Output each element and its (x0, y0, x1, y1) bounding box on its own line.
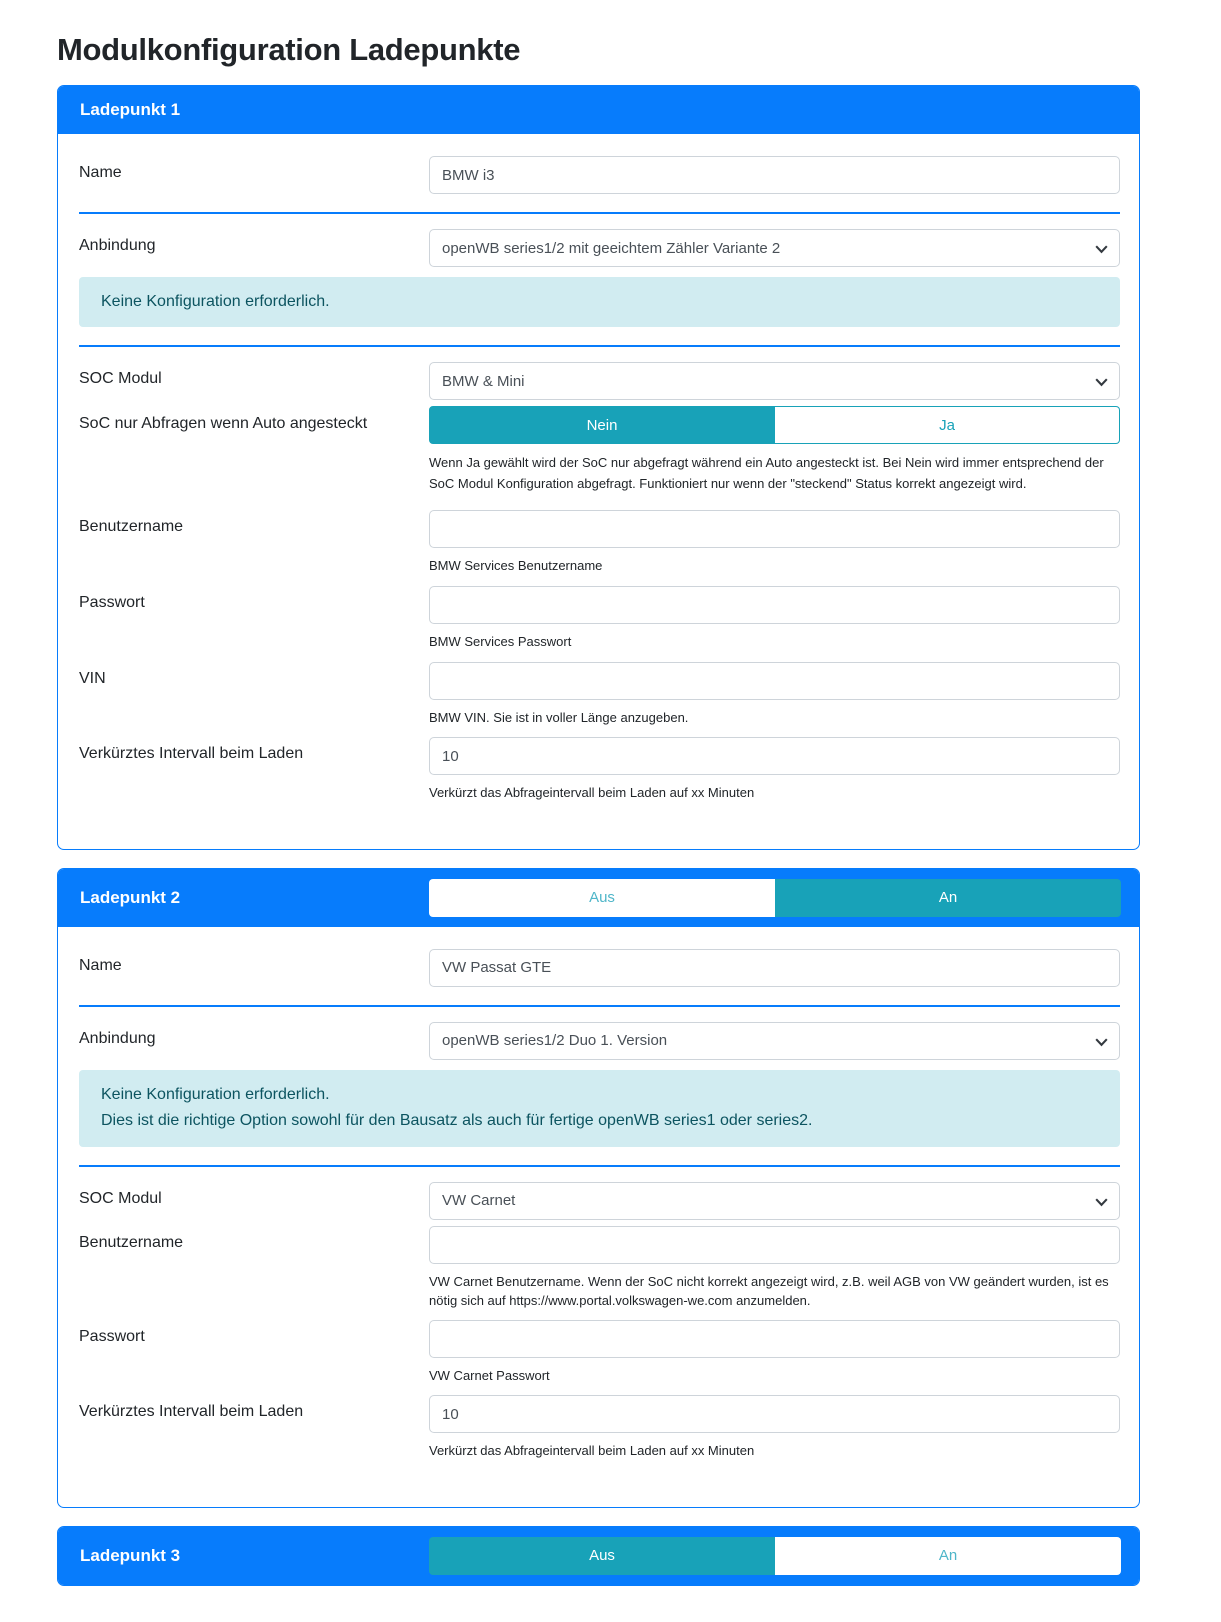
soc-query-nein-button[interactable]: Nein (429, 406, 775, 444)
card-ladepunkt-1 (57, 85, 1140, 850)
chevron-down-icon (1095, 245, 1108, 254)
anbindung-label: Anbindung (79, 237, 156, 254)
soc-modul-label: SOC Modul (79, 370, 162, 388)
ladepunkt-3-aus-button[interactable]: Aus (429, 1537, 775, 1575)
chevron-down-icon (1095, 378, 1108, 387)
benutzername-row (79, 1226, 1120, 1311)
card-ladepunkt-2-body (58, 927, 1139, 1507)
benutzername-hint: BMW Services Benutzername (429, 557, 603, 573)
anbindung-select[interactable] (429, 1022, 1120, 1060)
card-ladepunkt-2-title: Ladepunkt 2 (80, 887, 181, 907)
ladepunkt-2-an-button[interactable]: An (775, 879, 1121, 917)
vin-input[interactable] (429, 662, 1120, 700)
anbindung-label: Anbindung (79, 1029, 156, 1047)
passwort-label: Passwort (79, 594, 145, 612)
card-ladepunkt-3 (57, 1526, 1140, 1586)
card-ladepunkt-2 (57, 868, 1140, 1508)
passwort-label: Passwort (79, 1327, 145, 1345)
card-ladepunkt-1-header (58, 86, 1139, 134)
name-label: Name (79, 164, 122, 181)
info-alert-line: Keine Konfiguration erforderlich. (101, 1085, 330, 1103)
chevron-down-icon (1095, 1198, 1108, 1207)
anbindung-row (79, 229, 1120, 267)
intervall-hint: Verkürzt das Abfrageintervall beim Laden auf xx Minuten (429, 1443, 755, 1459)
soc-query-toggle-label: SoC nur Abfragen wenn Auto angesteckt (79, 415, 368, 433)
chevron-down-icon (1095, 1038, 1108, 1047)
section-divider (79, 1005, 1120, 1007)
benutzername-label: Benutzername (79, 1233, 184, 1251)
section-divider (79, 1165, 1120, 1167)
soc-modul-select[interactable] (429, 362, 1120, 400)
soc-query-ja-button[interactable]: Ja (775, 406, 1120, 444)
soc-modul-label: SOC Modul (79, 1189, 162, 1207)
anbindung-select[interactable] (429, 229, 1120, 267)
ladepunkt-2-enable-toggle (429, 879, 1121, 917)
intervall-label: Verkürztes Intervall beim Laden (79, 1403, 304, 1421)
passwort-hint: BMW Services Passwort (429, 634, 572, 650)
intervall-input[interactable] (429, 1395, 1120, 1433)
passwort-row (79, 1320, 1120, 1386)
name-input[interactable] (429, 949, 1120, 987)
anbindung-row (79, 1022, 1120, 1060)
intervall-hint: Verkürzt das Abfrageintervall beim Laden auf xx Minuten (429, 785, 755, 801)
passwort-input[interactable] (429, 586, 1120, 624)
anbindung-selected-value: openWB series1/2 Duo 1. Version (442, 1032, 668, 1050)
passwort-input[interactable] (429, 1320, 1120, 1358)
card-ladepunkt-3-title: Ladepunkt 3 (80, 1545, 181, 1565)
vin-row (79, 662, 1120, 728)
soc-query-toggle (429, 406, 1120, 444)
intervall-row (79, 737, 1120, 803)
soc-modul-selected-value: BMW & Mini (442, 372, 525, 390)
section-divider (79, 345, 1120, 347)
section-divider (79, 212, 1120, 214)
card-ladepunkt-1-body (58, 134, 1139, 849)
passwort-hint: VW Carnet Passwort (429, 1367, 550, 1383)
name-row (79, 949, 1120, 987)
vin-label: VIN (79, 669, 106, 687)
intervall-row (79, 1395, 1120, 1461)
anbindung-selected-value: openWB series1/2 mit geeichtem Zähler Variante 2 (442, 239, 781, 257)
soc-modul-row (79, 1182, 1120, 1220)
info-alert-line: Keine Konfiguration erforderlich. (101, 293, 330, 310)
card-ladepunkt-3-header (58, 1527, 1139, 1585)
name-row (79, 156, 1120, 194)
ladepunkt-2-aus-button[interactable]: Aus (429, 879, 775, 917)
name-label: Name (79, 956, 122, 974)
soc-query-toggle-row (79, 406, 1120, 495)
ladepunkt-3-enable-toggle (429, 1537, 1121, 1575)
benutzername-hint: VW Carnet Benutzername. Wenn der SoC nicht korrekt angezeigt wird, z.B. weil AGB von VW geändert wurden, ist es nötig sich auf https://www.portal.volkswagen-we.com anzumelden. (429, 1273, 1109, 1309)
info-alert (79, 277, 1120, 327)
soc-modul-selected-value: VW Carnet (442, 1192, 516, 1210)
benutzername-input[interactable] (429, 510, 1120, 548)
info-alert-line: Dies ist die richtige Option sowohl für den Bausatz als auch für fertige openWB series1 oder series2. (101, 1112, 813, 1130)
intervall-label: Verkürztes Intervall beim Laden (79, 745, 304, 763)
ladepunkt-3-an-button[interactable]: An (775, 1537, 1121, 1575)
soc-modul-select[interactable] (429, 1182, 1120, 1220)
benutzername-label: Benutzername (79, 517, 184, 535)
benutzername-input[interactable] (429, 1226, 1120, 1264)
vin-hint: BMW VIN. Sie ist in voller Länge anzugeben. (429, 709, 689, 725)
intervall-input[interactable] (429, 737, 1120, 775)
page-title: Modulkonfiguration Ladepunkte (57, 32, 521, 67)
card-ladepunkt-2-header (58, 869, 1139, 927)
benutzername-row (79, 510, 1120, 576)
soc-modul-row (79, 362, 1120, 400)
info-alert (79, 1070, 1120, 1147)
soc-query-help-text: Wenn Ja gewählt wird der SoC nur abgefragt während ein Auto angesteckt ist. Bei Nein wird immer entsprechend der SoC Modul Konfiguration abgefragt. Funktioniert nur wenn der "steckend" Status korrekt angezeigt wird. (429, 455, 1104, 492)
card-ladepunkt-1-title: Ladepunkt 1 (80, 100, 181, 119)
passwort-row (79, 586, 1120, 652)
name-input[interactable] (429, 156, 1120, 194)
